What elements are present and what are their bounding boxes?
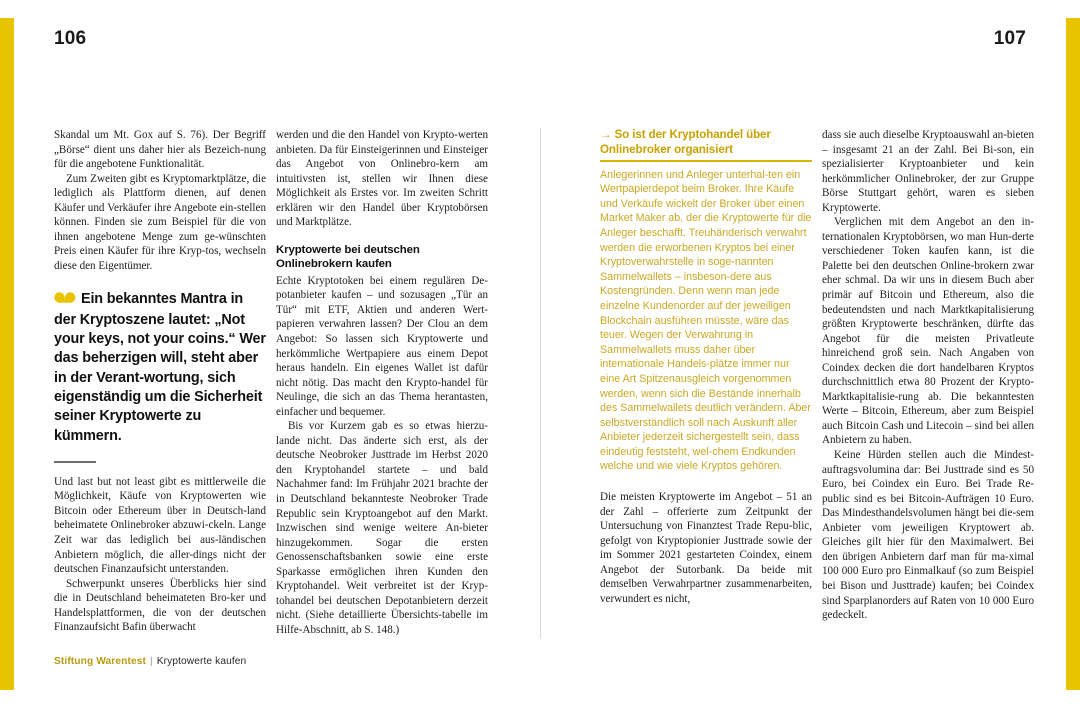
page-number-right: 107 (993, 28, 1026, 49)
footer-brand: Stiftung Warentest (54, 656, 146, 667)
paragraph: Keine Hürden stellen auch die Mindest-auftragsvolumina dar: Bei Justtrade sind es 50 Euro, bei Coindex ein Euro. Bei Trade Re-public sind es bei Bitcoin-Aufträgen 10 Euro. Das Mindesthandelsvolumen hängt bei die-sem Anbieter vom jeweiligen Kryptowert ab. Gleiches gilt hier für den Maximalwert. Bei den übrigen Anbietern darf man für ma-ximal 100 000 Euro pro Einmalkauf (so zum Beispiel bei Bison und Justtrade) kaufen; bei Coindex sind Sparplanorders auf Raten von 10 000 Euro gedeckelt. (822, 449, 1034, 622)
footer-separator: | (149, 656, 153, 667)
column-2 (276, 128, 488, 648)
page-number-left: 106 (54, 28, 87, 49)
pull-quote-text-wrap (54, 290, 266, 445)
paragraph: Skandal um Mt. Gox auf S. 76). Der Begriff „Börse“ dient uns daher hier als Bezeich-nung für die angebotene Funktionalität. (54, 129, 266, 171)
pull-quote-text: Ein bekanntes Mantra in der Kryptoszene lautet: „Not your keys, not your coins.“ Wer das beherzigen will, steht aber in der Verant-wortung, sich eigenständig um die Sicherheit seiner Kryptowerte zu kümmern. (54, 291, 266, 444)
arrow-right-icon: → (600, 128, 612, 141)
pull-quote (54, 290, 266, 462)
paragraph: Bis vor Kurzem gab es so etwas hierzu-lande nicht. Das änderte sich erst, als der deutsche Neobroker Justtrade im Herbst 2020 den Kryptohandel startete – und bald Nachahmer fand: Im Frühjahr 2021 brachte der in Deutschland bekannteste Neobroker Trade Republic sein Kryptoangebot auf den Markt. Inzwischen sind wenige weitere An-bieter hinzugekommen. Sogar die ersten Genossenschaftsbanken sowie eine erste Sparkasse ermöglichen ihren Kunden den Kryptohandel. Weit verbreitet ist der Kryp-tohandel bei deutschen Depotanbietern derzeit nicht. (Siehe detaillierte Übersichts-tabelle im Hilfe-Abschnitt, ab S. 148.) (276, 420, 488, 636)
paragraph: Und last but not least gibt es mittlerweile die Möglichkeit, Käufe von Kryptowerten wie Bitcoin oder Ethereum über in Deutsch-land beheimatete Onlinebroker abzuwi-ckeln. Lange Zeit war das lediglich bei aus-ländischen Anbietern möglich, die aller-dings nicht der deutschen Finanzaufsicht unterstanden. (54, 475, 266, 576)
paragraph: Die meisten Kryptowerte im Angebot – 51 an der Zahl – offerierte zum Zeitpunkt der Untersuchung von Finanztest Trade Repu-blic, gefolgt von Kryptopionier Justtrade sowie der im Sommer 2021 gestarteten Coindex, einem Angebot der Sutorbank. Da beide mit demselben Verwahrpartner zusammenarbeiten, verwundert es nicht, (600, 491, 812, 605)
info-box-body: Anlegerinnen und Anleger unterhal-ten ein Wertpapierdepot beim Broker. Ihre Käufe und Verkäufe wickelt der Broker über einen Market Maker ab, der die Kryptowerte für die Anleger beschafft. Treuhänderisch verwahrt werden die erworbenen Kryptos bei einer Kryptoverwahrstelle in soge-nannten Sammelwallets – insbeson-dere aus Kostengründen. Denn wenn man jede einzelne Kundenorder auf der jeweiligen Blockchain ausführen müsste, wäre das teuer. Wegen der Verwahrung in Sammelwallets muss daher über internationale Handels-plätze immer nur eine Art Spitzenausgleich vorgenommen werden, wenn sich die Bestände innerhalb des Sammelwallets deutlich verändern. Aber selbstverständlich soll nach Auskunft aller Anbieter jederzeit sichergestellt sein, dass eindeutig feststeht, wel-chem Endkunden welche und wie viele Kryptos gehören. (600, 168, 812, 473)
column-1 (54, 128, 266, 648)
paragraph: werden und die den Handel von Krypto-werten anbieten. Da für Einsteigerinnen und Einsteiger das Angebot von Onlinebro-kern am intuitivsten ist, stellen wir Ihnen diese Möglichkeit als Erstes vor. Im zweiten Schritt erklären wir den Handel über Kryptobörsen und Marktplätze. (276, 129, 488, 229)
paragraph: dass sie auch dieselbe Kryptoauswahl an-bieten – insgesamt 21 an der Zahl. Bei Bi-son, ein spezialisierter Kryptoanbieter und kein herkömmlicher Onlinebroker, der zur Gruppe Börse Stuttgart gehört, waren es sieben Kryptowerte. (822, 129, 1034, 214)
info-box (600, 128, 812, 474)
column-4 (822, 128, 1034, 648)
text-columns (0, 128, 1080, 648)
running-footer (54, 656, 246, 667)
paragraph: Zum Zweiten gibt es Kryptomarktplätze, die lediglich als Plattform dienen, auf denen Käufer und Verkäufer ihre Angebote ein-stellen können. Finden sie zum Beispiel für die von ihnen angebotene Menge zum ge-wünschten Preis einen Käufer für ihre Kryp-tos, wechseln diese den Eigentümer. (54, 172, 266, 272)
info-box-heading-text: So ist der Kryptohandel über Onlinebroker organisiert (600, 128, 771, 156)
info-box-heading (600, 128, 812, 157)
paragraph: Verglichen mit dem Angebot an den in-ternationalen Kryptobörsen, wo man Hun-derte verschiedener Token kaufen kann, ist die Palette bei den deutschen Online-brokern zwar eher schmal. Da wir uns in diesem Buch aber primär auf Bitcoin und Ethereum, also die bedeutendsten und nach Marktkapitalisierung größten Kryptowerte beschränken, dürfte das Angebot für die meisten Privatleute hinreichend groß sein. Nach Angaben von Coindex decken die dort handelbaren Kryptos durchschnittlich etwa 80 Prozent der Krypto-Marktkapitalisie-rung ab. Die bekanntesten Werte – Bitcoin, Ethereum, aber zum Beispiel auch Bitcoin Cash und Litecoin – sind bei allen Anbietern zu haben. (822, 216, 1034, 447)
column-3 (600, 128, 812, 648)
quote-mark-icon (54, 291, 76, 310)
paragraph: Echte Kryptotoken bei einem regulären De-potanbieter kaufen – und sozusagen „Tür an Tür“ mit ETF, Aktien und anderen Wert-papieren verwahren lassen? Der Clou an dem Angebot: So lassen sich Kryptowerte und herkömmliche Wertpapiere aus einem Depot heraus handeln. Ein eigenes Wallet ist dafür nicht nötig. Das macht den Krypto-handel für Neulinge, die sich an das Thema herantasten, einfacher und bequemer. (276, 274, 488, 418)
info-box-rule (600, 160, 812, 162)
footer-chapter-title: Kryptowerte kaufen (156, 656, 247, 667)
paragraph: Schwerpunkt unseres Überblicks hier sind die in Deutschland beheimateten Bro-ker und Handelsplattformen, die von der deutschen Finanzaufsicht Bafin überwacht (54, 577, 266, 634)
section-subheading: Kryptowerte bei deutschen Onlinebrokern kaufen (276, 243, 420, 270)
pull-quote-rule (54, 461, 96, 463)
